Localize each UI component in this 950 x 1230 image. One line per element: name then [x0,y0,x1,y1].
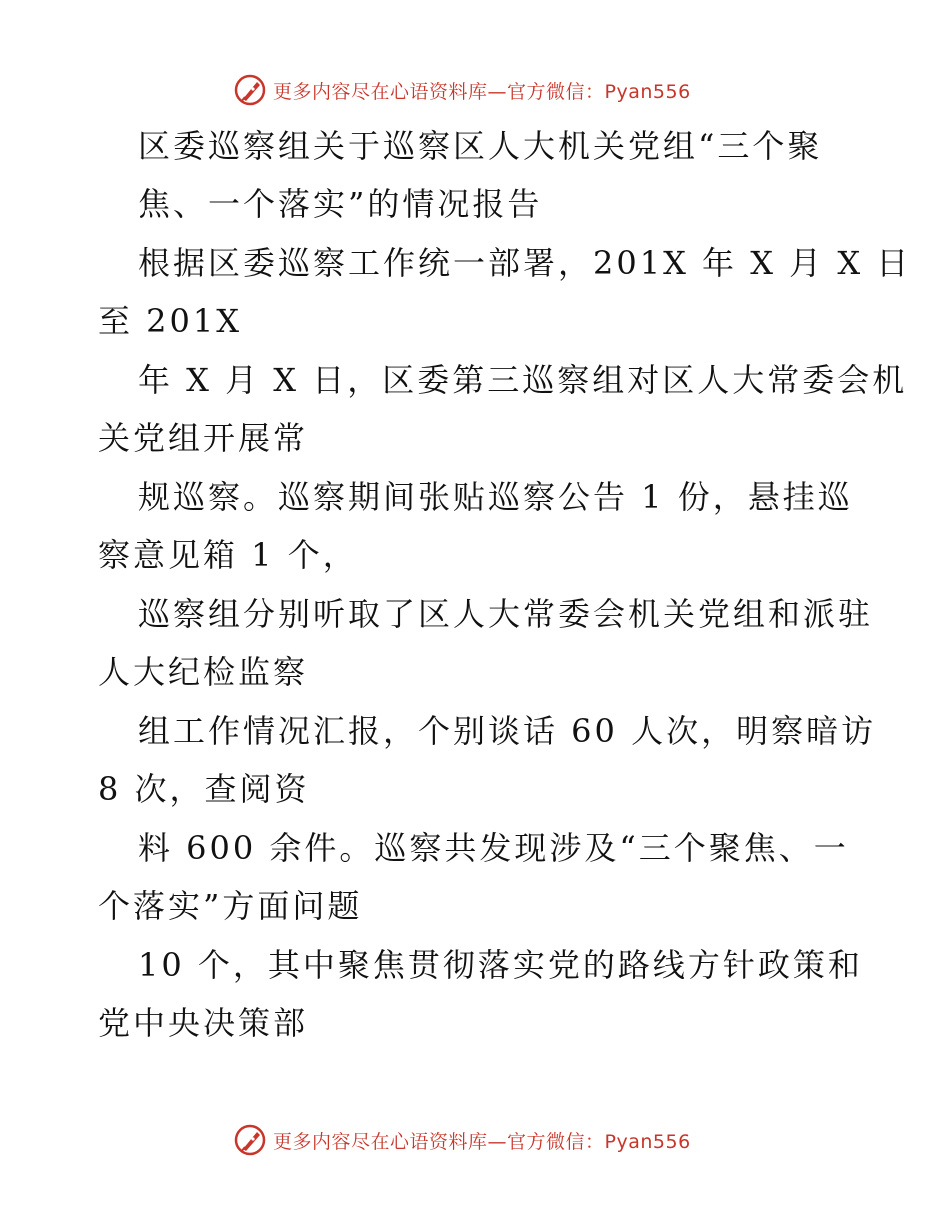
body-line: 料 600 余件。巡察共发现涉及“三个聚焦、一 [138,829,849,867]
title-line-1: 区委巡察组关于巡察区人大机关党组“三个聚 [138,127,823,165]
header-banner-text: 更多内容尽在心语资料库—官方微信：Pyan556 [273,80,691,103]
body-line: 8 次，查阅资 [98,770,310,808]
body-line: 党中央决策部 [98,1004,309,1042]
body-line: 人大纪检监察 [98,653,309,691]
body-line: 根据区委巡察工作统一部署，201X 年 X 月 X 日 [138,244,912,282]
body-line: 巡察组分别听取了区人大常委会机关党组和派驻 [138,595,874,633]
title-line-2: 焦、一个落实”的情况报告 [138,185,543,223]
body-line: 规巡察。巡察期间张贴巡察公告 1 份，悬挂巡 [138,478,853,516]
body-line: 至 201X [98,302,243,340]
body-line: 年 X 月 X 日，区委第三巡察组对区人大常委会机 [138,361,908,399]
body-line: 察意见箱 1 个， [98,536,358,574]
footer-banner [0,1120,950,1160]
body-line: 个落实”方面问题 [98,887,363,925]
quill-pen-logo-icon [233,1123,267,1157]
body-line: 关党组开展常 [98,419,309,457]
body-line: 组工作情况汇报，个别谈话 60 人次，明察暗访 [138,712,877,750]
footer-banner-text: 更多内容尽在心语资料库—官方微信：Pyan556 [273,1130,691,1153]
body-line: 10 个，其中聚焦贯彻落实党的路线方针政策和 [138,946,863,984]
